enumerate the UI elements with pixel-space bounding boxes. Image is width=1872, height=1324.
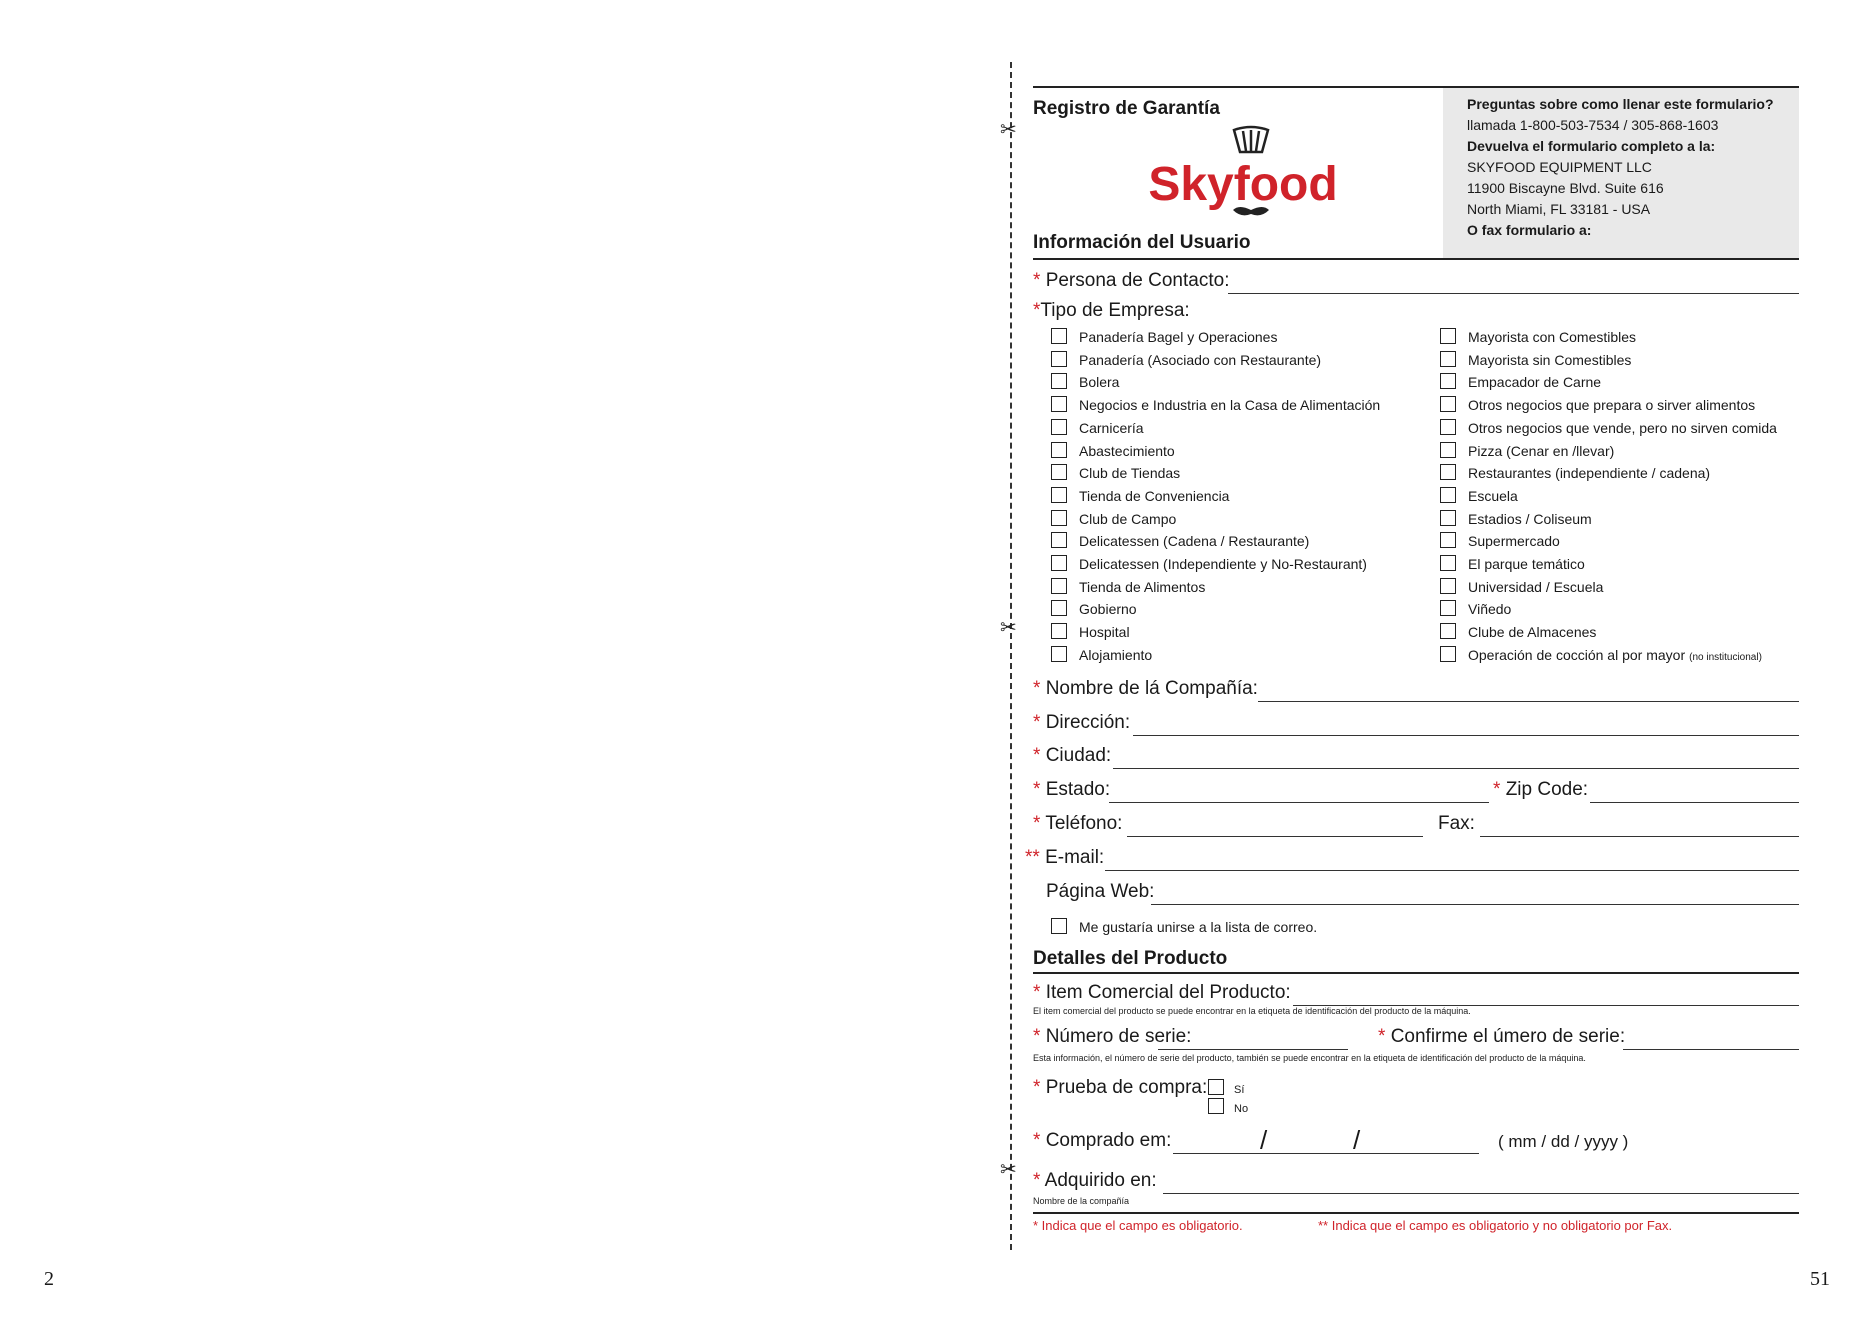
- business-type-checkbox[interactable]: [1440, 510, 1456, 526]
- business-type-checkbox[interactable]: [1051, 532, 1067, 548]
- mailing-list-option[interactable]: Me gustaría unirse a la lista de correo.: [1051, 916, 1317, 938]
- business-type-checkbox[interactable]: [1051, 646, 1067, 662]
- skyfood-logo: [1143, 122, 1343, 226]
- business-type-checkbox[interactable]: [1051, 464, 1067, 480]
- contact-person-field: * Persona de Contacto:: [1033, 266, 1799, 296]
- business-type-option[interactable]: [1051, 394, 1380, 416]
- business-type-label: Mayorista sin Comestibles: [1468, 351, 1632, 368]
- email-field: ** E-mail:: [1033, 843, 1799, 873]
- city-field: * Ciudad:: [1033, 741, 1799, 771]
- business-type-checkbox[interactable]: [1440, 373, 1456, 389]
- business-type-option[interactable]: [1051, 462, 1180, 484]
- business-type-label: Mayorista con Comestibles: [1468, 329, 1637, 345]
- section-product-details: Detalles del Producto: [1033, 948, 1228, 969]
- business-type-option[interactable]: [1051, 576, 1205, 598]
- business-type-option[interactable]: [1051, 530, 1309, 552]
- contact-info-box: [1443, 88, 1799, 258]
- serial-number-field: * Número de serie: * Confirme el úmero de serie:: [1033, 1022, 1799, 1052]
- proof-no-option[interactable]: No: [1208, 1098, 1248, 1120]
- business-type-checkbox[interactable]: [1440, 578, 1456, 594]
- business-type-option[interactable]: [1051, 485, 1229, 507]
- business-type-checkbox[interactable]: [1440, 442, 1456, 458]
- page-number-right: 51: [1810, 1268, 1830, 1290]
- state-input[interactable]: [1109, 802, 1489, 803]
- proof-yes-checkbox[interactable]: [1208, 1079, 1224, 1095]
- purchase-date-field: * Comprado em: / / ( mm / dd / yyyy ): [1033, 1125, 1629, 1155]
- business-type-label: Panadería Bagel y Operaciones: [1079, 329, 1278, 345]
- city-input[interactable]: [1113, 768, 1799, 769]
- business-type-option[interactable]: [1051, 326, 1277, 348]
- date-format-hint: ( mm / dd / yyyy ): [1498, 1132, 1629, 1151]
- company-name-input[interactable]: [1258, 701, 1799, 702]
- website-field: Página Web:: [1033, 877, 1799, 907]
- business-type-label: Pizza (Cenar en /llevar): [1468, 442, 1615, 459]
- required-fax-note: ** Indica que el campo es obligatorio y no obligatorio por Fax.: [1318, 1218, 1673, 1233]
- scissors-icon: ✂: [1000, 1159, 1017, 1181]
- business-type-label: Panadería (Asociado con Restaurante): [1079, 351, 1322, 368]
- business-type-label: Bolera: [1079, 374, 1120, 391]
- serial-number-input[interactable]: [1158, 1049, 1348, 1050]
- business-type-option[interactable]: [1440, 440, 1614, 462]
- business-type-field: *Tipo de Empresa:: [1033, 300, 1190, 321]
- contact-phone: llamada 1-800-503-7534 / 305-868-1603: [1467, 117, 1719, 133]
- company-city: North Miami, FL 33181 - USA: [1467, 201, 1651, 217]
- business-type-label: Escuela: [1468, 487, 1518, 504]
- business-type-option[interactable]: [1051, 598, 1137, 620]
- business-type-option[interactable]: [1440, 576, 1603, 598]
- business-type-label: Club de Tiendas: [1079, 465, 1181, 482]
- business-type-option[interactable]: [1440, 462, 1710, 484]
- fax-input[interactable]: [1480, 836, 1799, 837]
- business-type-checkbox[interactable]: [1440, 600, 1456, 616]
- business-type-option[interactable]: [1051, 349, 1321, 371]
- business-type-label: Empacador de Carne: [1468, 374, 1602, 391]
- zip-input[interactable]: [1590, 802, 1799, 803]
- fax-instruction: O fax formulario a:: [1467, 222, 1592, 238]
- business-type-option[interactable]: [1440, 508, 1592, 530]
- business-type-option[interactable]: [1051, 508, 1176, 530]
- business-type-checkbox[interactable]: [1440, 464, 1456, 480]
- business-type-checkbox[interactable]: [1440, 487, 1456, 503]
- scissors-icon: ✂: [1000, 119, 1017, 141]
- business-type-checkbox[interactable]: [1051, 328, 1067, 344]
- business-type-label: Estadios / Coliseum: [1468, 510, 1592, 527]
- business-type-checkbox[interactable]: [1440, 532, 1456, 548]
- business-type-checkbox[interactable]: [1051, 351, 1067, 367]
- business-type-label: Abastecimiento: [1079, 442, 1175, 459]
- phone-fax-field: * Teléfono: Fax:: [1033, 809, 1799, 839]
- required-note: * Indica que el campo es obligatorio.: [1033, 1218, 1243, 1233]
- company-name: SKYFOOD EQUIPMENT LLC: [1467, 159, 1652, 175]
- footer-rule: [1033, 1212, 1799, 1214]
- warranty-form: [1025, 86, 1799, 1246]
- proof-yes-option[interactable]: Sí: [1208, 1079, 1244, 1101]
- business-type-label: Universidad / Escuela: [1468, 578, 1604, 595]
- business-type-checkbox[interactable]: [1051, 623, 1067, 639]
- business-type-label: Viñedo: [1468, 601, 1512, 618]
- address-field: * Dirección:: [1033, 708, 1799, 738]
- address-input[interactable]: [1133, 735, 1799, 736]
- business-type-option[interactable]: [1051, 644, 1152, 666]
- proof-no-checkbox[interactable]: [1208, 1098, 1224, 1114]
- business-type-checkbox[interactable]: [1051, 600, 1067, 616]
- business-type-option[interactable]: [1440, 598, 1511, 620]
- section-user-info: Información del Usuario: [1033, 232, 1251, 253]
- product-item-field: * Item Comercial del Producto:: [1033, 978, 1799, 1008]
- serial-confirm-input[interactable]: [1623, 1049, 1799, 1050]
- business-type-option[interactable]: [1440, 394, 1755, 416]
- business-type-option[interactable]: [1440, 349, 1631, 371]
- form-title: Registro de Garantía: [1033, 98, 1220, 119]
- business-type-checkbox[interactable]: [1440, 396, 1456, 412]
- product-section-rule: [1033, 972, 1799, 974]
- business-type-label: Delicatessen (Independiente y No-Restaurant): [1079, 556, 1367, 572]
- business-type-label: Gobierno: [1079, 601, 1137, 618]
- business-type-checkbox[interactable]: [1051, 396, 1067, 412]
- business-type-checkbox[interactable]: [1051, 419, 1067, 435]
- page-number-left: 2: [44, 1268, 54, 1290]
- section-rule: [1033, 258, 1799, 260]
- business-type-checkbox[interactable]: [1440, 328, 1456, 344]
- mailing-list-checkbox[interactable]: [1051, 918, 1067, 934]
- business-type-label: Clube de Almacenes: [1468, 624, 1597, 641]
- serial-number-note: Esta información, el número de serie del producto, también se puede encontrar en la etiqueta de identificación del producto de la máquina.: [1033, 1053, 1586, 1063]
- business-type-label: Carnicería: [1079, 419, 1144, 436]
- business-type-option[interactable]: [1051, 440, 1175, 462]
- business-type-label: Operación de cocción al por mayor: [1468, 646, 1686, 663]
- business-type-label: Delicatessen (Cadena / Restaurante): [1079, 533, 1310, 550]
- business-type-checkbox[interactable]: [1440, 646, 1456, 662]
- business-type-option[interactable]: [1440, 644, 1762, 666]
- business-type-checkbox[interactable]: [1440, 419, 1456, 435]
- product-item-note: El item comercial del producto se puede encontrar en la etiqueta de identificación del producto de la máquina.: [1033, 1006, 1471, 1016]
- return-instruction: Devuelva el formulario completo a la:: [1467, 138, 1716, 154]
- business-type-option[interactable]: [1051, 371, 1119, 393]
- business-type-label: Alojamiento: [1079, 646, 1153, 663]
- business-type-option[interactable]: [1440, 621, 1596, 643]
- website-input[interactable]: [1151, 904, 1799, 905]
- company-address: 11900 Biscayne Blvd. Suite 616: [1467, 180, 1664, 196]
- business-type-suffix: (no institucional): [1689, 651, 1762, 663]
- business-type-label: Otros negocios que vende, pero no sirven comida: [1468, 419, 1777, 436]
- business-type-option[interactable]: [1051, 621, 1130, 643]
- email-input[interactable]: [1105, 870, 1799, 871]
- business-type-option[interactable]: [1440, 371, 1601, 393]
- business-type-option[interactable]: [1440, 553, 1585, 575]
- business-type-option[interactable]: [1051, 417, 1144, 439]
- business-type-checkbox[interactable]: [1051, 578, 1067, 594]
- business-type-label: Otros negocios que prepara o sirver alimentos: [1468, 397, 1756, 414]
- business-type-label: Club de Campo: [1079, 510, 1177, 527]
- business-type-checkbox[interactable]: [1051, 555, 1067, 571]
- scissors-icon: ✂: [1000, 617, 1017, 639]
- business-type-option[interactable]: [1440, 326, 1636, 348]
- business-type-checkbox[interactable]: [1051, 373, 1067, 389]
- proof-of-purchase-field: * Prueba de compra:: [1033, 1077, 1208, 1098]
- date-slash: /: [1260, 1125, 1268, 1155]
- business-type-checkbox[interactable]: [1440, 555, 1456, 571]
- business-type-option[interactable]: [1440, 485, 1518, 507]
- business-type-option[interactable]: [1440, 530, 1560, 552]
- phone-input[interactable]: [1127, 836, 1423, 837]
- logo-wordmark: Skyfood: [1148, 158, 1338, 211]
- contact-person-input[interactable]: [1228, 293, 1799, 294]
- contact-question: Preguntas sobre como llenar este formulario?: [1467, 96, 1774, 112]
- company-name-field: * Nombre de lá Compañía:: [1033, 674, 1799, 704]
- purchase-date-input[interactable]: [1173, 1153, 1479, 1154]
- business-type-label: Tienda de Conveniencia: [1079, 487, 1230, 504]
- business-type-label: Restaurantes (independiente / cadena): [1468, 465, 1711, 482]
- business-type-label: Hospital: [1079, 624, 1130, 641]
- business-type-checkbox[interactable]: [1051, 442, 1067, 458]
- business-type-option[interactable]: [1440, 417, 1777, 439]
- business-type-option[interactable]: [1051, 553, 1367, 575]
- business-type-label: El parque temático: [1468, 556, 1585, 572]
- cut-line: [1010, 62, 1012, 1250]
- acquired-at-input[interactable]: [1163, 1193, 1799, 1194]
- business-type-checkbox[interactable]: [1440, 623, 1456, 639]
- business-type-checkbox[interactable]: [1440, 351, 1456, 367]
- business-type-checkbox[interactable]: [1051, 510, 1067, 526]
- business-type-label: Tienda de Alimentos: [1079, 578, 1206, 595]
- business-type-checkbox[interactable]: [1051, 487, 1067, 503]
- business-type-label: Supermercado: [1468, 533, 1560, 550]
- state-zip-field: * Estado: * Zip Code:: [1033, 775, 1799, 805]
- business-type-label: Negocios e Industria en la Casa de Alimentación: [1079, 397, 1381, 414]
- acquired-at-note: Nombre de la compañía: [1033, 1196, 1130, 1206]
- acquired-at-field: * Adquirido en:: [1033, 1166, 1799, 1196]
- date-slash: /: [1353, 1125, 1361, 1155]
